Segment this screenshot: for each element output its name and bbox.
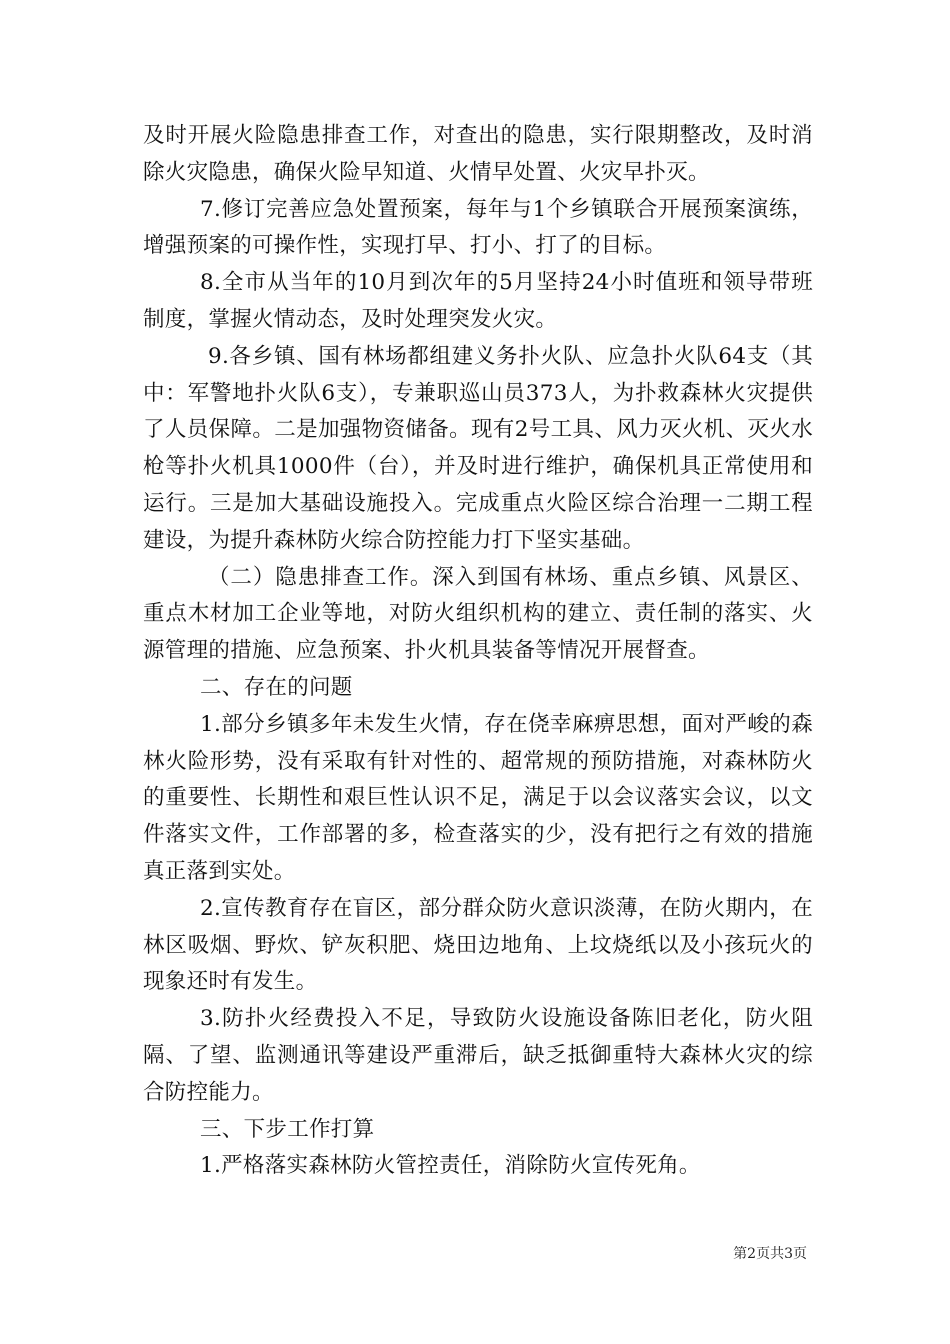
paragraph-plan-1: 1.严格落实森林防火管控责任，消除防火宣传死角。 xyxy=(200,1153,701,1179)
section-heading-next-steps: 三、下步工作打算 xyxy=(200,1116,375,1142)
document-body xyxy=(143,118,813,1185)
paragraph-hazard-inspection: （二）隐患排查工作。深入到国有林场、重点乡镇、风景区、重点木材加工企业等地，对防火组织机构的建立、责任制的落实、火源管理的措施、应急预案、扑火机具装备等情况开展督查。 xyxy=(143,564,813,664)
paragraph-item-8: 8.全市从当年的10月到次年的5月坚持24小时值班和领导带班制度，掌握火情动态，及时处理突发火灾。 xyxy=(143,270,813,332)
paragraph-problem-1: 1.部分乡镇多年未发生火情，存在侥幸麻痹思想，面对严峻的森林火险形势，没有采取有针对性的、超常规的预防措施，对森林防火的重要性、长期性和艰巨性认识不足，满足于以会议落实会议，以文件落实文件，工作部署的多，检查落实的少，没有把行之有效的措施真正落到实处。 xyxy=(143,711,813,884)
section-heading-problems: 二、存在的问题 xyxy=(200,674,353,700)
paragraph-continuation: 及时开展火险隐患排查工作，对查出的隐患，实行限期整改，及时消除火灾隐患，确保火险早知道、火情早处置、火灾早扑灭。 xyxy=(143,123,813,185)
paragraph-problem-3: 3.防扑火经费投入不足，导致防火设施设备陈旧老化，防火阻隔、了望、监测通讯等建设严重滞后，缺乏抵御重特大森林火灾的综合防控能力。 xyxy=(143,1006,813,1105)
paragraph-problem-2: 2.宣传教育存在盲区，部分群众防火意识淡薄，在防火期内，在林区吸烟、野炊、铲灰积肥、烧田边地角、上坟烧纸以及小孩玩火的现象还时有发生。 xyxy=(143,895,813,995)
paragraph-item-7: 7.修订完善应急处置预案，每年与1个乡镇联合开展预案演练，增强预案的可操作性，实现打早、打小、打了的目标。 xyxy=(143,196,813,259)
paragraph-item-9: 9.各乡镇、国有林场都组建义务扑火队、应急扑火队64支（其中：军警地扑火队6支），专兼职巡山员373人，为扑救森林火灾提供了人员保障。二是加强物资储备。现有2号工具、风力灭火机、灭火水枪等扑火机具1000件（台），并及时进行维护，确保机具正常使用和运行。三是加大基础设施投入。完成重点火险区综合治理一二期工程建设，为提升森林防火综合防控能力打下坚实基础。 xyxy=(143,343,813,553)
page-number-footer: 第2页共3页 xyxy=(733,1246,807,1262)
